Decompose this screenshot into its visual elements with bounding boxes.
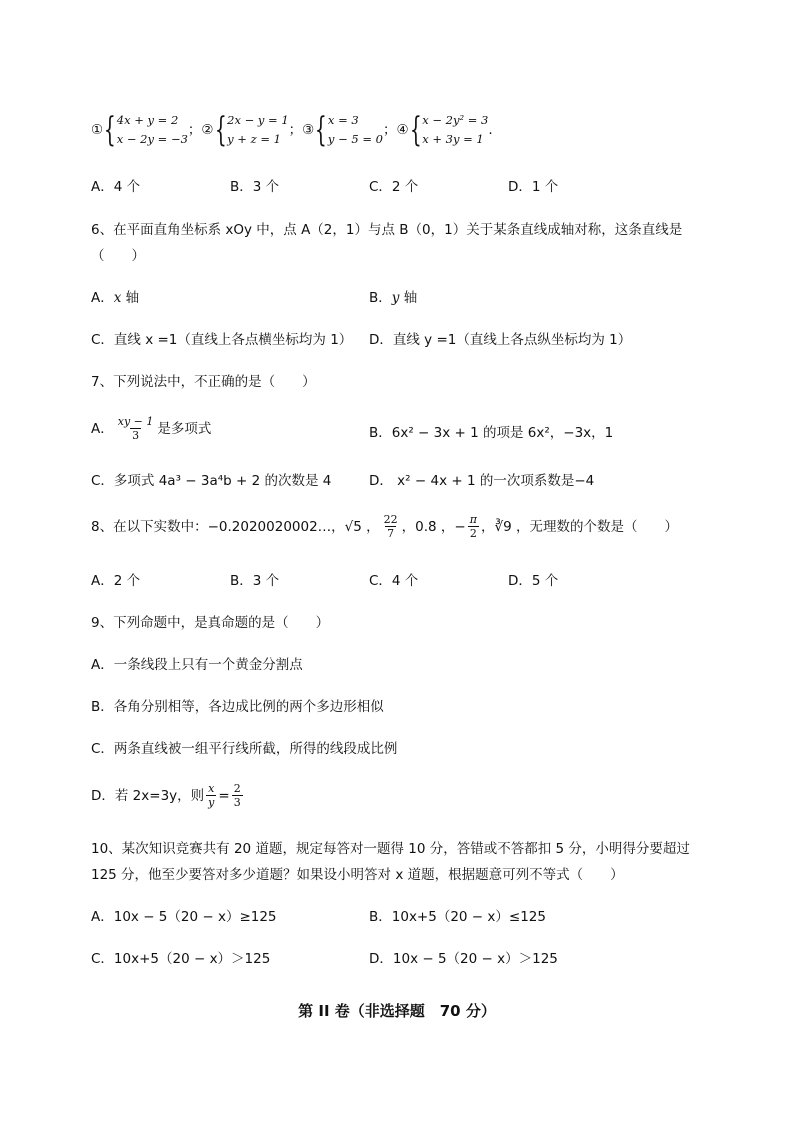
q10-option-b[interactable]: B．10x+5（20 − x）≤125 [369,909,546,925]
q5-option-a[interactable]: A．4 个 [91,179,141,195]
fraction-2-3: $\frac{2}{3}$ [233,782,241,809]
q6-option-d[interactable]: D．直线 y =1（直线上各点纵坐标均为 1） [369,332,632,348]
fraction-pi-2: $\frac{\pi}{2}$ [469,513,477,540]
q6-stem-bracket: （ ） [91,248,145,264]
q9-option-d[interactable]: D．若 2x=3y，则 $\frac{x}{y}$ = $\frac{2}{3}$ [91,782,241,809]
q5-option-b[interactable]: B．3 个 [230,179,280,195]
system-2-label: ② [201,122,214,138]
q8-stem: 8、在以下实数中：−0.2020020002…，√5 ， $\frac{22}{7}$ ，0.8̇ ，− $\frac{\pi}{2}$ ，∛9 ，无理数的个数是（ ） [91,513,678,540]
system-1-label: ① [91,122,104,138]
q9-stem: 9、下列命题中，是真命题的是（ ） [91,615,330,631]
q5-option-c[interactable]: C．2 个 [369,179,419,195]
q9-option-c[interactable]: C．两条直线被一组平行线所截，所得的线段成比例 [91,741,398,757]
fraction-22-7: $\frac{22}{7}$ [383,513,398,540]
q7-option-d[interactable]: D． x² − 4x + 1 的一次项系数是−4 [369,473,595,489]
q7-stem: 7、下列说法中，不正确的是（ ） [91,374,316,390]
equation-system-1: { 4x + y = 2 x − 2y = −3 [103,110,188,150]
system-3-label: ③ [302,122,315,138]
q10-stem-line2: 125 分，他至少要答对多少道题？如果设小明答对 x 道题，根据题意可列不等式（ ） [91,867,624,883]
q10-option-d[interactable]: D．10x − 5（20 − x）＞125 [369,951,558,967]
equation-system-3: { x = 3 y − 5 = 0 [315,110,383,150]
q7-option-a[interactable]: A． $\frac{xy - 1}{3}$ 是多项式 [91,415,212,442]
q10-stem: 10、某次知识竞赛共有 20 道题，规定每答对一题得 10 分，答错或不答都扣 5 分，小明得分要超过 [91,841,690,857]
q8-option-b[interactable]: B．3 个 [230,573,280,589]
q8-option-a[interactable]: A．2 个 [91,573,141,589]
q5-option-d[interactable]: D．1 个 [508,179,559,195]
q9-option-a[interactable]: A．一条线段上只有一个黄金分割点 [91,657,303,673]
q8-option-d[interactable]: D．5 个 [508,573,559,589]
equation-system-2: { 2x − y = 1 y + z = 1 [214,110,289,150]
system-4-label: ④ [396,122,409,138]
q7-option-c[interactable]: C．多项式 4a³ − 3a⁴b + 2 的次数是 4 [91,473,332,489]
section-title: 第 II 卷（非选择题 70 分） [298,1002,496,1020]
q6-option-a[interactable]: A．x 轴 [91,290,140,306]
q10-option-a[interactable]: A．10x − 5（20 − x）≥125 [91,909,277,925]
q7-option-b[interactable]: B．6x² − 3x + 1 的项是 6x²，−3x，1 [369,425,614,441]
fraction-x-y: $\frac{x}{y}$ [208,782,215,809]
fraction: $\frac{xy - 1}{3}$ [117,415,154,442]
q5-systems-line: ① { 4x + y = 2 x − 2y = −3 ； ② { 2x − y = 1 y + z = 1 ； ③ { x = 3 y − 5 = 0 ； ④ { x − 2y² = 3 x + 3y = 1 . [91,110,493,150]
equation-system-4: { x − 2y² = 3 x + 3y = 1 [409,110,489,150]
q6-option-b[interactable]: B．y 轴 [369,290,418,306]
q9-option-b[interactable]: B．各角分别相等，各边成比例的两个多边形相似 [91,699,384,715]
q6-stem: 6、在平面直角坐标系 xOy 中，点 A（2，1）与点 B（0，1）关于某条直线成轴对称，这条直线是 [91,222,683,238]
q10-option-c[interactable]: C．10x+5（20 − x）＞125 [91,951,271,967]
q8-option-c[interactable]: C．4 个 [369,573,419,589]
q6-option-c[interactable]: C．直线 x =1（直线上各点横坐标均为 1） [91,332,353,348]
